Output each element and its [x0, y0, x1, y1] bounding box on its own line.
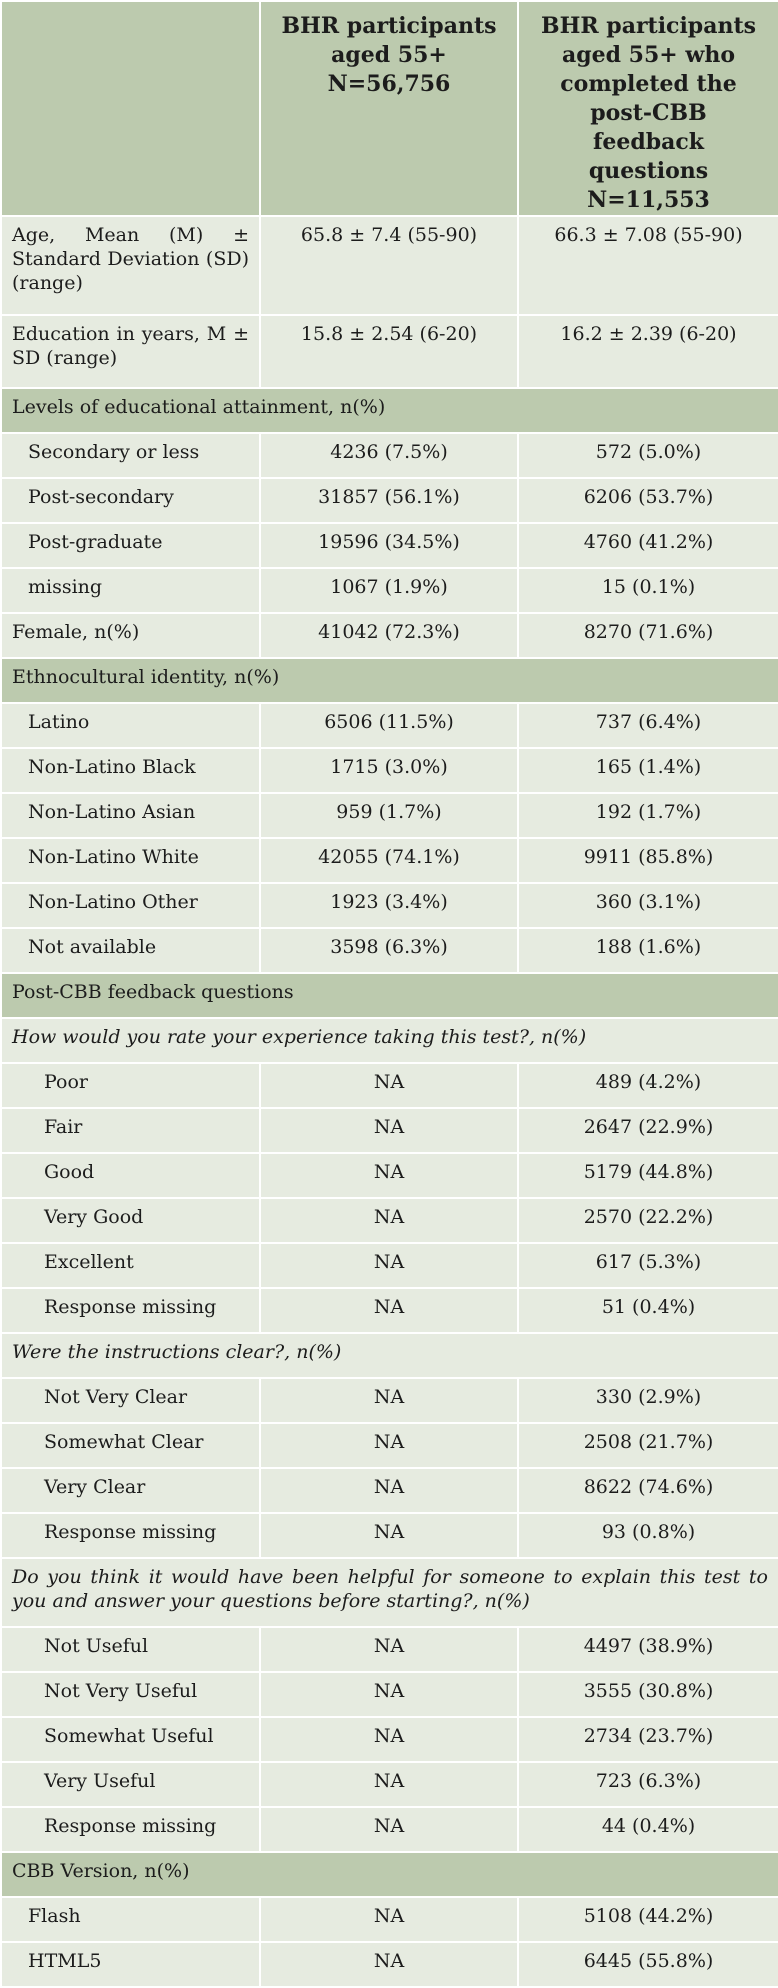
table-row: [1, 1198, 778, 1243]
value-all-participants: NA: [260, 1063, 518, 1108]
row-label: Very Clear: [1, 1468, 260, 1513]
row-label: Very Good: [1, 1198, 260, 1243]
table-row: [1, 883, 778, 928]
section-heading: Post-CBB feedback questions: [1, 973, 778, 1018]
value-all-participants: NA: [260, 1807, 518, 1852]
value-all-participants: 959 (1.7%): [260, 793, 518, 838]
value-feedback-participants: 188 (1.6%): [518, 928, 778, 973]
value-feedback-participants: 66.3 ± 7.08 (55-90): [518, 216, 778, 315]
value-feedback-participants: 8622 (74.6%): [518, 1468, 778, 1513]
row-label: Post-graduate: [1, 523, 260, 568]
value-feedback-participants: 2570 (22.2%): [518, 1198, 778, 1243]
table-row: [1, 315, 778, 388]
value-feedback-participants: 9911 (85.8%): [518, 838, 778, 883]
question-row: [1, 1018, 778, 1063]
value-all-participants: NA: [260, 1243, 518, 1288]
row-label: missing: [1, 568, 260, 613]
value-feedback-participants: 360 (3.1%): [518, 883, 778, 928]
row-label: Response missing: [1, 1288, 260, 1333]
value-all-participants: 65.8 ± 7.4 (55-90): [260, 216, 518, 315]
question-row: [1, 1333, 778, 1378]
table-row: [1, 838, 778, 883]
value-all-participants: 3598 (6.3%): [260, 928, 518, 973]
row-label: Latino: [1, 703, 260, 748]
row-label: Good: [1, 1153, 260, 1198]
question-row: [1, 1558, 778, 1627]
table-row: [1, 523, 778, 568]
value-feedback-participants: 2647 (22.9%): [518, 1108, 778, 1153]
value-all-participants: 4236 (7.5%): [260, 433, 518, 478]
value-all-participants: NA: [260, 1378, 518, 1423]
row-label: Secondary or less: [1, 433, 260, 478]
table-row: [1, 1063, 778, 1108]
value-all-participants: NA: [260, 1198, 518, 1243]
header-empty-cell: [1, 1, 260, 216]
header-all-participants: BHR participants aged 55+ N=56,756: [260, 1, 518, 216]
table-row: [1, 478, 778, 523]
value-all-participants: NA: [260, 1942, 518, 1987]
value-feedback-participants: 15 (0.1%): [518, 568, 778, 613]
value-all-participants: 19596 (34.5%): [260, 523, 518, 568]
value-feedback-participants: 489 (4.2%): [518, 1063, 778, 1108]
value-all-participants: 42055 (74.1%): [260, 838, 518, 883]
value-feedback-participants: 5179 (44.8%): [518, 1153, 778, 1198]
question-text: Do you think it would have been helpful for someone to explain this test to you and answer your questions before starting?, n(%): [1, 1558, 778, 1627]
table-row: [1, 1108, 778, 1153]
section-row: [1, 973, 778, 1018]
table-row: [1, 1153, 778, 1198]
value-all-participants: 31857 (56.1%): [260, 478, 518, 523]
value-feedback-participants: 8270 (71.6%): [518, 613, 778, 658]
table-row: [1, 216, 778, 315]
row-label: Response missing: [1, 1807, 260, 1852]
value-feedback-participants: 165 (1.4%): [518, 748, 778, 793]
value-all-participants: NA: [260, 1288, 518, 1333]
value-feedback-participants: 93 (0.8%): [518, 1513, 778, 1558]
value-feedback-participants: 572 (5.0%): [518, 433, 778, 478]
table-row: [1, 1762, 778, 1807]
table-row: [1, 1423, 778, 1468]
value-all-participants: NA: [260, 1717, 518, 1762]
row-label: Non-Latino Other: [1, 883, 260, 928]
table-row: [1, 1378, 778, 1423]
section-row: [1, 1852, 778, 1897]
value-all-participants: 1067 (1.9%): [260, 568, 518, 613]
table-row: [1, 1468, 778, 1513]
value-all-participants: 41042 (72.3%): [260, 613, 518, 658]
value-all-participants: 6506 (11.5%): [260, 703, 518, 748]
table-row: [1, 748, 778, 793]
value-feedback-participants: 51 (0.4%): [518, 1288, 778, 1333]
value-feedback-participants: 330 (2.9%): [518, 1378, 778, 1423]
row-label: Somewhat Clear: [1, 1423, 260, 1468]
value-feedback-participants: 723 (6.3%): [518, 1762, 778, 1807]
value-feedback-participants: 4497 (38.9%): [518, 1627, 778, 1672]
question-text: Were the instructions clear?, n(%): [1, 1333, 778, 1378]
value-all-participants: NA: [260, 1897, 518, 1942]
section-row: [1, 388, 778, 433]
value-all-participants: NA: [260, 1153, 518, 1198]
row-label: Post-secondary: [1, 478, 260, 523]
row-label: HTML5: [1, 1942, 260, 1987]
table-row: [1, 703, 778, 748]
value-all-participants: NA: [260, 1468, 518, 1513]
table-row: [1, 1807, 778, 1852]
row-label: Age, Mean (M) ± Standard Deviation (SD) (range): [1, 216, 260, 315]
section-row: [1, 658, 778, 703]
value-all-participants: 1923 (3.4%): [260, 883, 518, 928]
value-feedback-participants: 16.2 ± 2.39 (6-20): [518, 315, 778, 388]
row-label: Very Useful: [1, 1762, 260, 1807]
value-all-participants: 1715 (3.0%): [260, 748, 518, 793]
table-row: [1, 1672, 778, 1717]
value-all-participants: NA: [260, 1762, 518, 1807]
table-row: [1, 613, 778, 658]
row-label: Not available: [1, 928, 260, 973]
table-row: [1, 793, 778, 838]
question-text: How would you rate your experience taking this test?, n(%): [1, 1018, 778, 1063]
row-label: Non-Latino Black: [1, 748, 260, 793]
section-heading: Levels of educational attainment, n(%): [1, 388, 778, 433]
table-row: [1, 1627, 778, 1672]
value-feedback-participants: 3555 (30.8%): [518, 1672, 778, 1717]
value-feedback-participants: 2508 (21.7%): [518, 1423, 778, 1468]
value-feedback-participants: 2734 (23.7%): [518, 1717, 778, 1762]
row-label: Not Very Useful: [1, 1672, 260, 1717]
value-feedback-participants: 617 (5.3%): [518, 1243, 778, 1288]
value-feedback-participants: 737 (6.4%): [518, 703, 778, 748]
value-feedback-participants: 4760 (41.2%): [518, 523, 778, 568]
row-label: Poor: [1, 1063, 260, 1108]
value-all-participants: 15.8 ± 2.54 (6-20): [260, 315, 518, 388]
table-row: [1, 928, 778, 973]
row-label: Fair: [1, 1108, 260, 1153]
table-row: [1, 1288, 778, 1333]
value-all-participants: NA: [260, 1108, 518, 1153]
row-label: Female, n(%): [1, 613, 260, 658]
header-row: [1, 1, 778, 216]
row-label: Not Useful: [1, 1627, 260, 1672]
table-row: [1, 1243, 778, 1288]
row-label: Excellent: [1, 1243, 260, 1288]
row-label: Education in years, M ± SD (range): [1, 315, 260, 388]
section-heading: Ethnocultural identity, n(%): [1, 658, 778, 703]
row-label: Non-Latino White: [1, 838, 260, 883]
value-feedback-participants: 192 (1.7%): [518, 793, 778, 838]
table-row: [1, 1717, 778, 1762]
value-feedback-participants: 5108 (44.2%): [518, 1897, 778, 1942]
row-label: Somewhat Useful: [1, 1717, 260, 1762]
table-row: [1, 1513, 778, 1558]
table-row: [1, 433, 778, 478]
row-label: Response missing: [1, 1513, 260, 1558]
value-all-participants: NA: [260, 1513, 518, 1558]
value-all-participants: NA: [260, 1672, 518, 1717]
table-row: [1, 1897, 778, 1942]
row-label: Flash: [1, 1897, 260, 1942]
row-label: Not Very Clear: [1, 1378, 260, 1423]
table-row: [1, 568, 778, 613]
table-row: [1, 1942, 778, 1987]
section-heading: CBB Version, n(%): [1, 1852, 778, 1897]
header-feedback-participants: BHR participants aged 55+ who completed the post-CBB feedback questions N=11,553: [518, 1, 778, 216]
value-feedback-participants: 6206 (53.7%): [518, 478, 778, 523]
table-body: [1, 216, 778, 1987]
row-label: Non-Latino Asian: [1, 793, 260, 838]
value-all-participants: NA: [260, 1423, 518, 1468]
value-feedback-participants: 44 (0.4%): [518, 1807, 778, 1852]
value-all-participants: NA: [260, 1627, 518, 1672]
value-feedback-participants: 6445 (55.8%): [518, 1942, 778, 1987]
